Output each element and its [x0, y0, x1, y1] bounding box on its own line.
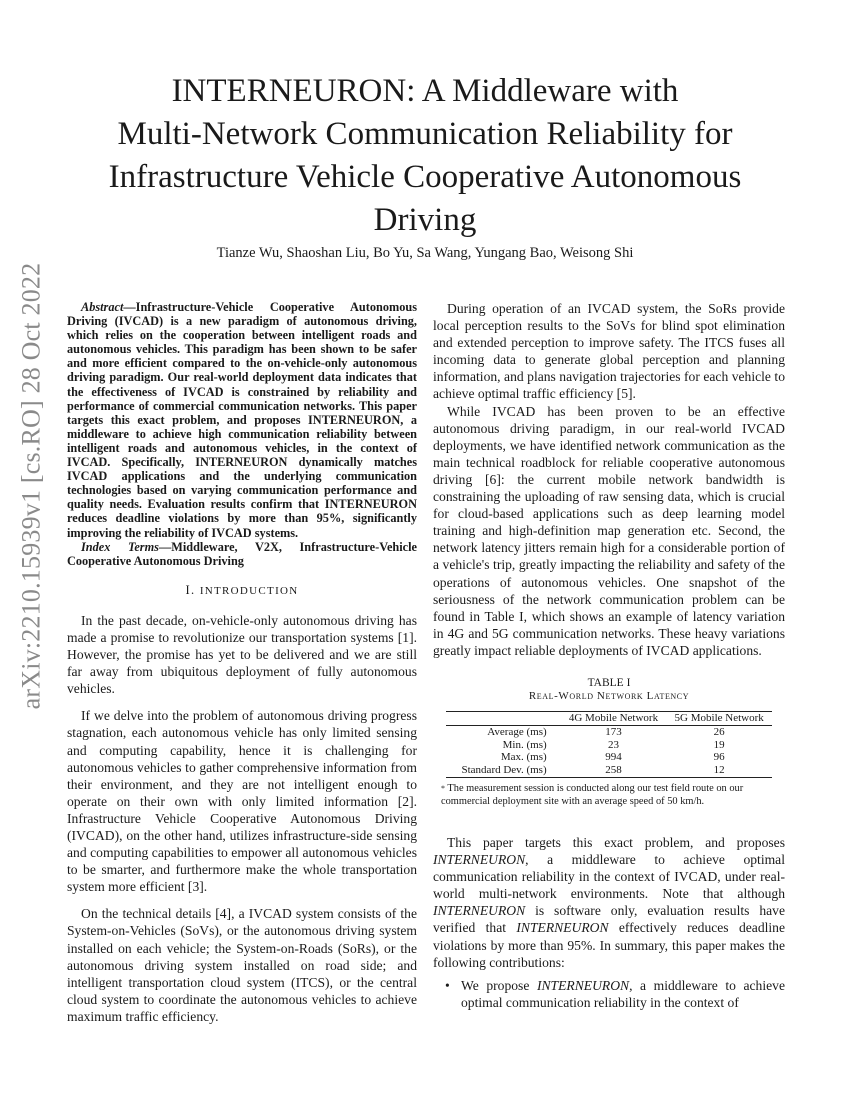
table-row-label: Min. (ms) — [502, 738, 547, 751]
text-run: is software only, evaluation results have verified that — [433, 903, 785, 936]
table-row — [446, 751, 772, 764]
author-list: Tianze Wu, Shaoshan Liu, Bo Yu, Sa Wang, Yungang Bao, Weisong Shi — [216, 245, 634, 261]
system-name: INTERNEURON — [433, 903, 526, 919]
title-line: Multi-Network Communication Reliability for — [117, 116, 733, 152]
table-footnote — [441, 782, 777, 808]
text-run: , a middleware to achieve optimal communication reliability in the context of — [461, 977, 785, 1010]
table-caption: TABLE I — [587, 676, 631, 689]
title-line: INTERNEURON: A Middleware with — [171, 73, 679, 109]
table-cell: 96 — [713, 751, 725, 764]
section-number: I. — [185, 582, 196, 597]
index-terms-text: —Middleware, V2X, Infrastructure-Vehicle Cooperative Autonomous Driving — [67, 539, 417, 568]
footnote-marker: * — [441, 783, 445, 793]
list-item — [445, 977, 785, 1011]
text-run: This paper targets this exact problem, and proposes — [447, 834, 785, 850]
ivcad-operation-paragraph: During operation of an IVCAD system, the SoRs provide local perception results to the SoVs for blind spot elimination and extended perception to improve safety. The ITCS fuses all incoming data to generate global perception and planning information, and plans navigation trajectories for each vehicle to achieve optimal traffic efficiency [5]. — [433, 301, 785, 402]
table-cell: 12 — [666, 764, 772, 777]
system-name: INTERNEURON — [433, 852, 526, 868]
table-row-label: Standard Dev. (ms) — [446, 764, 561, 777]
footnote-text: The measurement session is conducted along our test field route on our commercial deployment site with an average speed of 50 km/h. — [441, 782, 744, 807]
latency-table — [446, 711, 772, 778]
left-column — [67, 300, 417, 1025]
table-cell: 26 — [713, 725, 725, 738]
table-cell: 994 — [605, 751, 622, 764]
abstract-label: Abstract — [81, 300, 124, 314]
table-row — [446, 725, 772, 738]
abstract-text: —Infrastructure-Vehicle Cooperative Autonomous Driving (IVCAD) is a new paradigm of autonomous driving, which relies on the cooperation between intelligent roads and autonomous vehicles. This paradigm has been shown to be safer and more efficient compared to the on-vehicle-only autonomous driving paradigm. Our real-world deployment data indicates that the effectiveness of IVCAD is constrained by reliability and performance of commercial communication networks. This paper targets this exact problem, and proposes INTERNEURON, a middleware to achieve high communication reliability between intelligent roads and autonomous vehicles, in the context of IVCAD. Specifically, INTERNEURON dynamically matches IVCAD applications and the underlying communication technologies based on varying communication performance and quality needs. Evaluation results confirm that INTERNEURON reduces deadline violations by more than 95%, significantly improving the reliability of IVCAD systems. — [67, 300, 417, 540]
problem-statement-paragraph — [433, 834, 785, 971]
table-cell: 23 — [607, 738, 619, 751]
table-cell: 258 — [561, 764, 667, 777]
table-cell: 19 — [713, 738, 725, 751]
index-terms — [67, 540, 417, 568]
intro-paragraph-1: In the past decade, on-vehicle-only autonomous driving has made a promise to revolutionize our transportation systems [1]. However, the promise has yet to be delivered and we are still far away from ubiquitous deployment of fully autonomous vehicles. — [67, 612, 417, 697]
paper-title — [80, 70, 770, 242]
section-title: INTRODUCTION — [199, 584, 299, 597]
table-subtitle: Real-World Network Latency — [528, 689, 690, 702]
table-header-cell: 5G Mobile Network — [666, 711, 772, 725]
arxiv-side-identifier — [6, 262, 56, 710]
contributions-list — [433, 977, 785, 1011]
table-row-label: Average (ms) — [487, 725, 547, 738]
table-row-label: Max. (ms) — [500, 751, 547, 764]
text-run: , a middleware to achieve optimal communication reliability in the context of IVCAD, under real-world multi-network environments. Note that although — [433, 852, 785, 902]
intro-paragraph-2: If we delve into the problem of autonomous driving progress stagnation, each autonomous vehicle has only limited sensing and computing capability, hence it is challenging for autonomous vehicles to gather comprehensive information from their environment, and they are not intelligent enough to operate on their own with only limited information [2]. Infrastructure Vehicle Cooperative Autonomous Driving (IVCAD), on the other hand, utilizes infrastructure-side sensing and computing capabilities to empower all autonomous vehicles to be smarter, and furthermore make the whole transportation system more efficient [3]. — [67, 708, 417, 895]
bullet-icon: • — [445, 977, 450, 993]
latency-table-block — [433, 677, 785, 808]
network-roadblock-paragraph: While IVCAD has been proven to be an effective autonomous driving paradigm, in our real-world IVCAD deployments, we have identified network communication as the main technical roadblock for reliable cooperative autonomous driving [6]: the current mobile network bandwidth is constraining the uploading of raw sensing data, which is crucial for cloud-based applications such as deep learning model training and high-definition map generation etc. Second, the network latency jitters remain high for a considerable portion of a vehicle's trip, greatly impacting the reliability and safety of the operations of autonomous vehicles. One snapshot of the seriousness of the network communication problem can be found in Table I, which shows an example of latency variation in 4G and 5G communication networks. These heavy variations greatly impact reliable deployments of IVCAD applications. — [433, 403, 785, 658]
system-name: INTERNEURON — [516, 920, 609, 936]
abstract — [67, 300, 417, 540]
text-run: We propose — [461, 977, 537, 993]
table-cell: 173 — [605, 725, 622, 738]
table-header-cell — [446, 711, 561, 725]
table-row — [446, 739, 772, 752]
index-terms-label: Index Terms — [81, 539, 159, 554]
title-line: Driving — [373, 202, 477, 238]
table-header-cell: 4G Mobile Network — [561, 711, 667, 725]
title-line: Infrastructure Vehicle Cooperative Autonomous — [108, 159, 742, 195]
text-run: effectively reduces deadline violations by more than 95%. In summary, this paper makes the following contributions: — [433, 920, 786, 970]
table-header-row — [446, 711, 772, 725]
intro-paragraph-3: On the technical details [4], a IVCAD system consists of the System-on-Vehicles (SoVs), or the autonomous driving system installed on each vehicle; the System-on-Roads (SoRs), or the autonomous driving system installed on road side; and intelligent transportation cloud system (ITCS), or the central cloud system to coordinate the autonomous vehicles to achieve maximum traffic efficiency. — [67, 906, 417, 1024]
arxiv-id-text: arXiv:2210.15939v1 [cs.RO] 28 Oct 2022 — [16, 262, 45, 710]
system-name: INTERNEURON — [536, 977, 630, 993]
table-row — [446, 764, 772, 777]
section-heading-introduction — [67, 582, 417, 600]
right-column — [433, 300, 785, 1011]
